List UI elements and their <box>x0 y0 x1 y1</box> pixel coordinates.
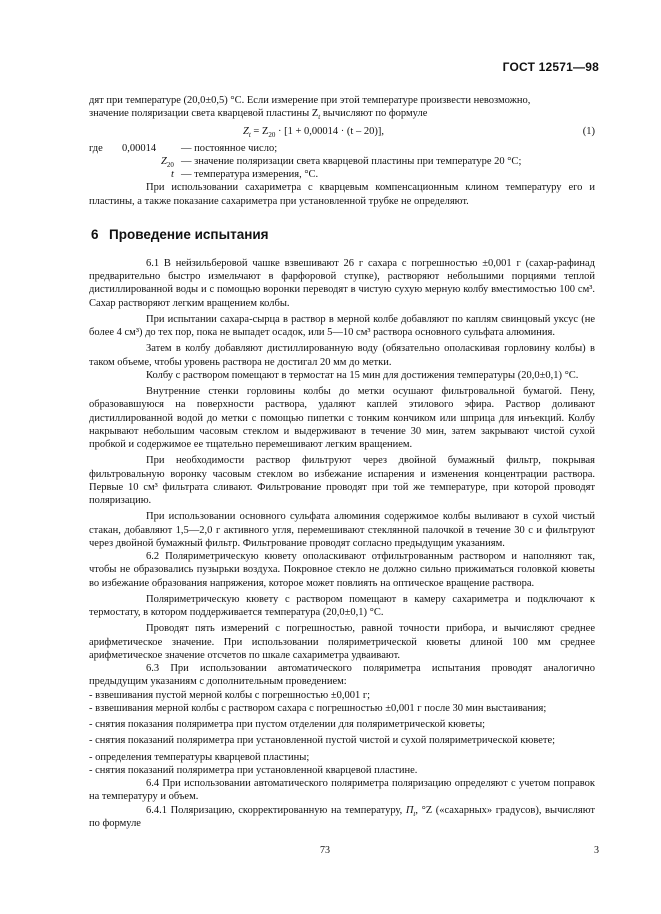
saccharimeter-note: При использовании сахариметра с кварцевым компенсационным клином температуру его и пластины, а также показание сахариметра при установленной трубке не определяют. <box>89 182 595 207</box>
paragraph: Внутренние стенки горловины колбы до метки осушают фильтровальной бумагой. Пену, образовавшуюся на поверхности раствора, удаляют каплей этилового эфира. Раствор доливают дистиллированной водой до метки с помощью пипетки с тонким кончиком или шприца для инъекций. Колбу накрывают небольшим часовым стеклом и выдерживают в течение 30 мин, затем закрывают чистой сухой пробкой и содержимое ее тщательно перемешивают легким вращением. <box>89 386 595 450</box>
where-symbol: t <box>171 169 174 180</box>
formula-1 <box>89 125 595 140</box>
list-item: - снятия показания поляриметра при пустом отделении для поляриметрической кюветы; <box>89 719 486 730</box>
standard-code-header: ГОСТ 12571—98 <box>502 60 599 74</box>
section-title: Проведение испытания <box>109 226 269 242</box>
where-row-3 <box>89 168 595 181</box>
paragraph: Поляриметрическую кювету с раствором помещают в камеру сахариметра и подключают к термостату, в котором поддерживается температура (20,0±0,1) °С. <box>89 593 595 618</box>
formula-number: (1) <box>582 125 595 137</box>
list-item: - взвешивания мерной колбы с раствором сахара с погрешностью ±0,001 г после 30 мин выстаивания; <box>89 702 547 714</box>
paragraph: Проводят пять измерений с погрешностью, равной точности прибора, и вычисляют среднее арифметическое значение. При использовании поляриметрической кюветы длиной 100 мм среднее арифметическое значение отсчетов по шкале сахариметра удваивают. <box>89 623 595 661</box>
where-row-1 <box>89 142 595 155</box>
paragraph-6-4: 6.4 При использовании автоматического поляриметра поляризацию определяют с учетом поправок на температуру и объем. <box>89 778 595 803</box>
page-number-center: 73 <box>320 845 330 856</box>
list-item: - взвешивания пустой мерной колбы с погрешностью ±0,001 г; <box>89 689 371 701</box>
paragraph-6-3: 6.3 При использовании автоматического поляриметра испытания проводят аналогично предыдущим указаниям с дополнительным проведением: <box>89 663 595 688</box>
list-item: - снятия показаний поляриметра при установленной пустой чистой и сухой поляриметрической кювете; <box>89 735 556 747</box>
intro-line-1: дят при температуре (20,0±0,5) °С. Если измерение при этой температуре произвести невозможно, <box>89 95 531 106</box>
paragraph: Затем в колбу добавляют дистиллированную воду (обязательно ополаскивая горловину колбы) в таком объеме, чтобы уровень раствора не достигал 20 мм до метки. <box>89 343 595 368</box>
where-description: — температура измерения, °С. <box>181 169 319 180</box>
paragraph: При испытании сахара-сырца в раствор в мерной колбе добавляют по каплям свинцовый уксус (не более 4 см³) до тех пор, пока не выпадет осадок, или 5—10 см³ раствора основного сульфата алюминия. <box>89 313 595 338</box>
list-item: - определения температуры кварцевой пластины; <box>89 751 310 763</box>
where-word: где <box>89 142 103 154</box>
where-symbol: 0,00014 <box>122 142 157 154</box>
where-symbol: $Z_{20}$ <box>161 155 174 169</box>
paragraph: При необходимости раствор фильтруют через двойной бумажный фильтр, покрывая фильтровальную воронку часовым стеклом во избежание испарения и изменения концентрации раствора. Первые 10 см³ фильтрата сливают. Фильтрование проводят при той же температуре, при которой проводят поляризацию. <box>89 455 595 506</box>
section-heading <box>91 227 595 243</box>
where-description: — значение поляризации света кварцевой пластины при температуре 20 °С; <box>181 155 522 167</box>
where-row-2 <box>89 155 595 168</box>
paragraph: При использовании основного сульфата алюминия содержимое колбы выливают в сухой чистый стакан, добавляют 1,5—2,0 г активного угля, перемешивают стеклянной палочкой в течение 30 с и фильтруют через двойной бумажный фильтр. Фильтрование проводят согласно предыдущим указаниям. <box>89 511 595 549</box>
list-item: - снятия показаний поляриметра при установленной кварцевой пластине. <box>89 764 418 776</box>
formula-expression: $Z_t = Z_{20} \cdot [1 + 0,00014 \cdot (t - 20)]$, <box>243 125 384 139</box>
where-description: — постоянное число; <box>181 142 278 154</box>
paragraph: Колбу с раствором помещают в термостат на 15 мин для достижения температуры (20,0±0,1) °С. <box>146 369 579 381</box>
paragraph-6-4-1: 6.4.1 Поляризацию, скорректированную на температуру, $П_t$, °Z («сахарных» градусов), вычисляют по формуле <box>89 804 595 829</box>
page-content <box>89 94 595 830</box>
paragraph-6-2: 6.2 Поляриметрическую кювету ополаскивают отфильтрованным раствором и наполняют так, чтобы не образовались пузырьки воздуха. Покровное стекло не должно сильно прижиматься головкой кюветы во избежание образования напряжения, которое может повлиять на оптическое вращение раствора. <box>89 551 595 589</box>
section-number: 6 <box>91 226 99 242</box>
intro-line-2: значение поляризации света кварцевой пластины $Z_t$ вычисляют по формуле <box>89 108 428 122</box>
page-number-right: 3 <box>594 845 599 856</box>
paragraph-6-1: 6.1 В нейзильберовой чашке взвешивают 26 г сахара с погрешностью ±0,001 г (сахар-рафинад предварительно быстро измельчают в фарфоровой ступке), растворяют небольшими порциями теплой дистиллированной воды и с помощью воронки переводят в чистую сухую мерную колбу вместимостью 100 см³. Сахар растворяют легким вращением колбы. <box>89 257 595 309</box>
